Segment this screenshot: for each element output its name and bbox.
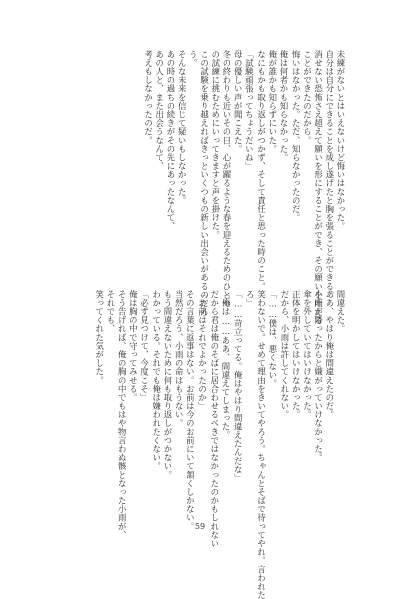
lower-line: 「必ず見つけて、今度こそ」 [139,290,150,402]
lower-line: その言葉に返事はない。お前は今のお前にいて頷くしかない。 [185,290,196,531]
lower-line [243,290,244,500]
upper-line: 消せない恐怖さえ超えて願いを形にすることができ、その願いを叶える [313,50,324,325]
upper-line: 冬の終わりも近いその日、心が躍るような春を迎えるためのひとつ [221,50,232,308]
lower-line: 「俺は……ああ、間違えてしまった。 [220,290,231,440]
upper-line: そんな未来を信じて疑いもしなかった。 [177,50,188,205]
upper-line: 俺が誰かも知らずにいた。 [267,50,278,154]
lower-line: 正体を明かしてはいけなかった。 [291,290,302,419]
upper-line: 俺は何者かも知らなかった。 [278,50,289,162]
lower-line: 笑ってくれた気がした。 [94,290,105,385]
lower-line: 傘を外していてはいけなかった。 [302,290,313,419]
lower-line: 「……苛立ってる。俺はやはり間違えたんだな」 [233,290,244,483]
lower-line: 小雨が降ったからと嫌がっていけなかった。 [313,290,324,462]
lower-line: 俺は胸の中で守ってみせる。 [128,290,139,402]
upper-line: あの時の過ちの続きがその先にあったなんて、 [165,50,176,231]
lower-line: それでも、 [105,290,116,333]
lower-line: 間違えた。 [336,290,346,333]
upper-line: の試練に挑むためにいってきますと声を掛けた。 [210,50,221,239]
lower-line: もう間違えないために何も取り返しがつかない。 [162,290,173,479]
upper-line: 母の優しい声が聞こえた。 [233,50,244,154]
upper-line: 未練がないとはいえないけど悔いはなかった。 [336,50,346,231]
upper-line: 「試験頑張ってちょうだいね」 [244,50,255,171]
lower-line: わかっている。それでも俺は嫌われたくない。 [151,290,162,471]
lower-line: ああ、やはり俺は間違えたのだ。 [324,290,335,419]
upper-line: この試験を乗り越えればきっといくつもの新しい出会いがあるのだろ [199,50,210,317]
lower-line: 「お前はそれでよかったのか」 [197,290,208,411]
page-number: 59 [194,522,206,531]
upper-line: なにもかも取り返しがつかず、そして責任と思った時のこと。 [256,50,267,291]
lower-line: 当然だろう、小雨の命はもうない。 [174,290,185,428]
lower-line: ろ」 [245,290,256,308]
lower-line: だから君は俺のそばに居合わせるべきではなかったのかもしれない [209,290,220,548]
lower-line: だから、小雨は許してくれない。 [279,290,290,419]
upper-line: う。 [188,50,199,68]
upper-line: 自分は自分にできることを成し遂げたと胸を張ることができる。 [324,50,335,300]
lower-line: そう告げれば、俺の胸の中でもはや物言わぬ骸となった小雨が、 [117,290,128,540]
upper-line: 考えもしなかったのだ。 [143,50,154,145]
upper-line: 悔いはなかった。ただ、知らなかったのだ。 [291,50,302,222]
lower-line: 「……僕は、悪くない。 [267,290,278,388]
upper-line: あの人と、また出会うなんて、 [154,50,165,171]
lower-line: 笑わないで。せめて理由をきいてやろう。ちゃんとそばで待ってやれ。言われた [256,290,267,599]
upper-line: ことができたのだから。 [302,50,313,145]
